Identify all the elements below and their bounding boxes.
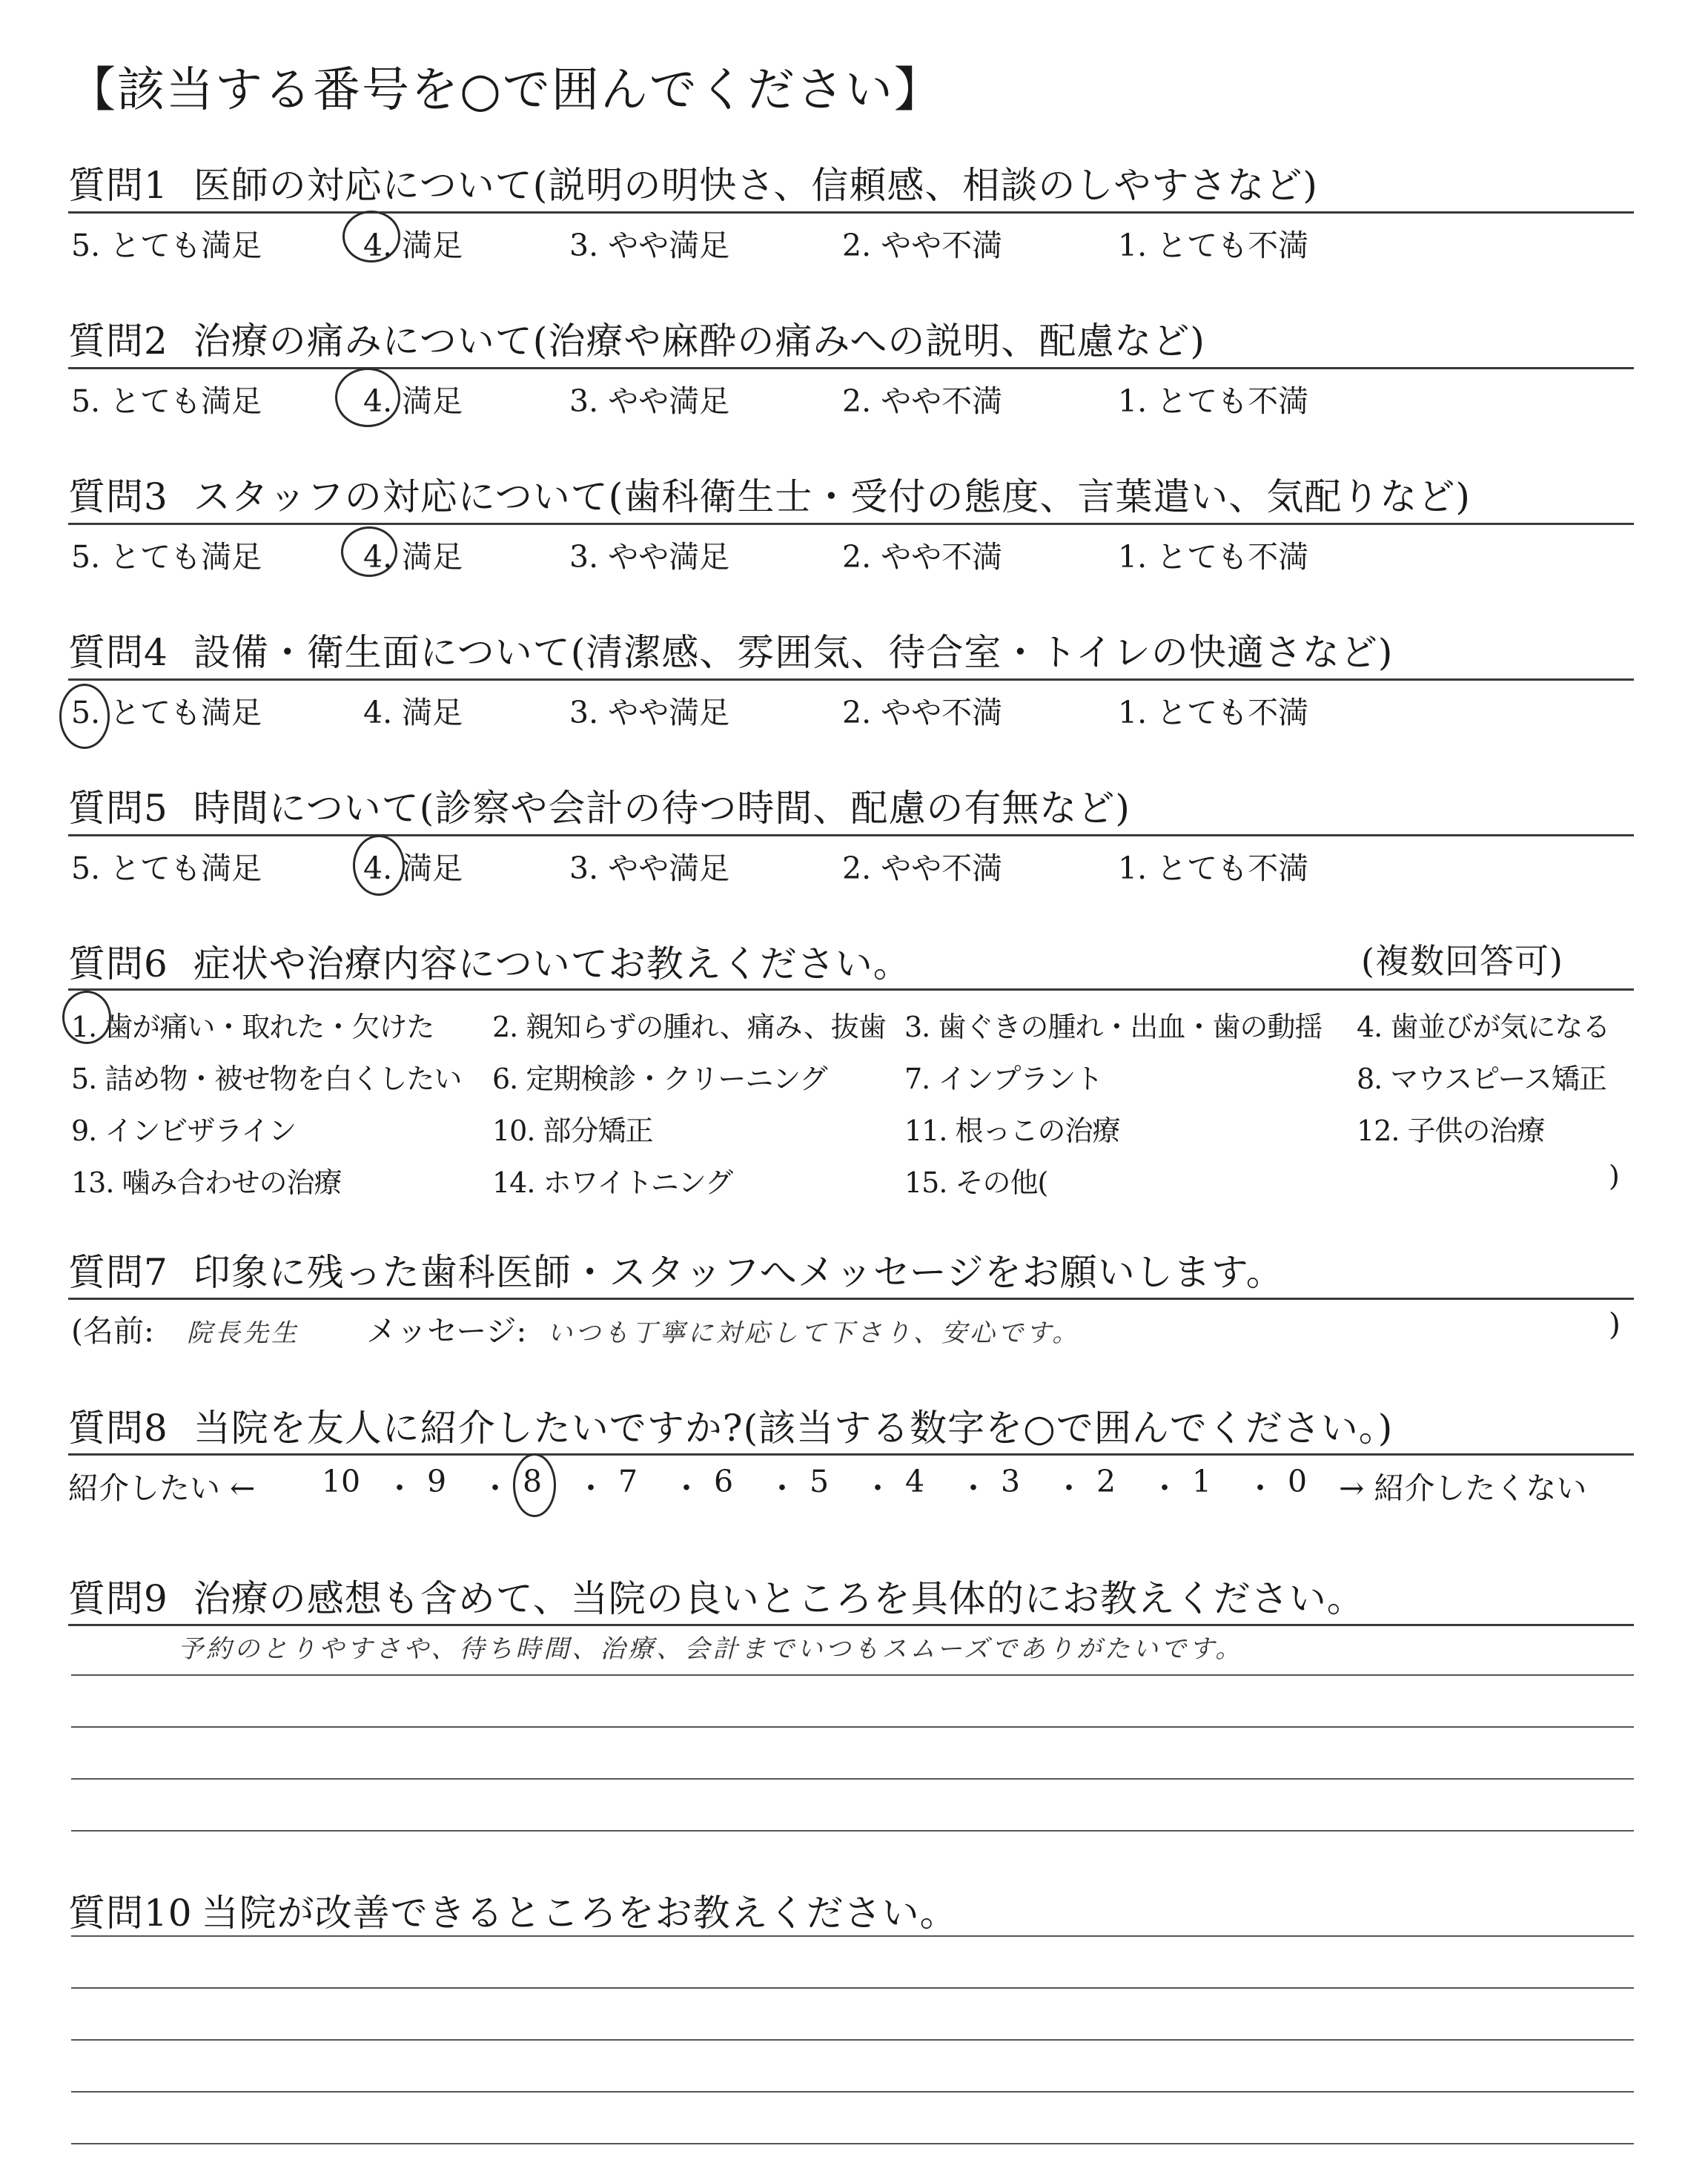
q8-scale-6[interactable]: 6 [713,1464,734,1499]
q6-option-7[interactable]: 7. インプラント [904,1063,1103,1095]
question-10-text: 当院が改善できるところをお教えください。 [201,1892,958,1935]
q6-option-6[interactable]: 6. 定期検診・クリーニング [492,1063,827,1095]
q1-option-4[interactable]: 4. 満足 [363,228,463,263]
q10-answer-line-1 [71,1935,1634,1937]
question-7-rule [68,1298,1634,1300]
q4-option-2[interactable]: 2. やや不満 [842,695,1003,730]
question-5-text: 時間について(診察や会計の待つ時間、配慮の有無など) [193,787,1131,830]
q5-option-4[interactable]: 4. 満足 [363,851,463,886]
question-8-rule [68,1453,1634,1456]
q8-scale-separator: ・ [671,1470,702,1506]
question-8-label: 質問8 [68,1407,168,1450]
question-6-text: 症状や治療内容についてお教えください。 [193,942,911,985]
q2-option-3[interactable]: 3. やや満足 [569,383,730,419]
q6-option-5[interactable]: 5. 詰め物・被せ物を白くしたい [71,1063,462,1095]
question-5-title [68,779,1131,832]
question-5-rule [68,834,1634,836]
q1-option-2[interactable]: 2. やや不満 [842,228,1003,263]
q8-scale-separator: ・ [767,1470,798,1506]
q10-answer-line-2 [71,1987,1634,1989]
q8-scale-separator: ・ [862,1470,893,1506]
q2-option-2[interactable]: 2. やや不満 [842,383,1003,419]
q5-option-5[interactable]: 5. とても満足 [71,851,262,886]
question-10-label: 質問10 [68,1892,193,1935]
question-6-title [68,934,911,988]
q8-scale-7[interactable]: 7 [618,1464,638,1499]
q8-scale-10[interactable]: 10 [321,1464,361,1499]
q4-option-5[interactable]: 5. とても満足 [71,695,262,730]
q7-message-value[interactable]: いつも丁寧に対応して下さり、安心です。 [547,1318,1081,1348]
question-9-rule [68,1624,1634,1626]
q3-option-1[interactable]: 1. とても不満 [1118,539,1309,575]
q6-option-4[interactable]: 4. 歯並びが気になる [1357,1011,1610,1043]
q2-option-5[interactable]: 5. とても満足 [71,383,262,419]
q5-option-3[interactable]: 3. やや満足 [569,851,730,886]
q4-option-1[interactable]: 1. とても不満 [1118,695,1309,730]
q8-scale-8[interactable]: 8 [522,1464,543,1499]
q7-message-label: メッセージ: [366,1313,527,1349]
q10-answer-line-5 [71,2143,1634,2144]
q8-scale-separator: ・ [384,1470,415,1506]
q8-scale-separator: ・ [480,1470,511,1506]
q9-answer-line-4 [71,1830,1634,1832]
q6-option-2[interactable]: 2. 親知らずの腫れ、痛み、抜歯 [492,1011,886,1043]
q8-left-label: 紹介したい ← [68,1470,256,1506]
q8-scale-1[interactable]: 1 [1191,1464,1212,1499]
question-2-label: 質問2 [68,320,168,363]
question-9-label: 質問9 [68,1577,168,1620]
q9-answer-line-2 [71,1726,1634,1728]
q6-option-11[interactable]: 11. 根っこの治療 [904,1114,1120,1147]
q8-scale-9[interactable]: 9 [426,1464,447,1499]
question-6-note: (複数回答可) [1361,941,1563,981]
question-6-label: 質問6 [68,942,168,985]
q6-option-9[interactable]: 9. インビザライン [71,1114,297,1147]
question-10-title [68,1883,958,1937]
q5-option-2[interactable]: 2. やや不満 [842,851,1003,886]
q10-answer-line-3 [71,2039,1634,2041]
q6-option-3[interactable]: 3. 歯ぐきの腫れ・出血・歯の動揺 [904,1011,1323,1043]
q3-option-5[interactable]: 5. とても満足 [71,539,262,575]
q3-option-3[interactable]: 3. やや満足 [569,539,730,575]
question-7-label: 質問7 [68,1251,168,1294]
question-7-title [68,1243,1284,1296]
q8-scale-separator: ・ [1149,1470,1180,1506]
q6-other-close-paren: ) [1609,1160,1619,1192]
q8-scale-5[interactable]: 5 [809,1464,830,1499]
question-9-title [68,1569,1365,1622]
q9-answer[interactable]: 予約のとりやすさや、待ち時間、治療、会計までいつもスムーズでありがたいです。 [178,1634,1244,1664]
q2-option-1[interactable]: 1. とても不満 [1118,383,1309,419]
question-9-text: 治療の感想も含めて、当院の良いところを具体的にお教えください。 [193,1577,1365,1620]
q8-scale-0[interactable]: 0 [1287,1464,1308,1499]
question-3-rule [68,523,1634,525]
q8-scale-separator: ・ [575,1470,606,1506]
q9-answer-line-1 [71,1674,1634,1676]
q6-option-15[interactable]: 15. その他( [904,1166,1048,1199]
q3-option-4[interactable]: 4. 満足 [363,539,463,575]
question-4-rule [68,678,1634,681]
question-1-rule [68,211,1634,214]
q8-scale-2[interactable]: 2 [1096,1464,1116,1499]
question-6-rule [68,988,1634,991]
question-1-title [68,156,1318,209]
question-8-title [68,1398,1393,1452]
q1-option-1[interactable]: 1. とても不満 [1118,228,1309,263]
question-4-label: 質問4 [68,631,168,674]
question-1-text: 医師の対応について(説明の明快さ、信頼感、相談のしやすさなど) [193,164,1318,207]
q6-option-8[interactable]: 8. マウスピース矯正 [1357,1063,1606,1095]
q4-option-4[interactable]: 4. 満足 [363,695,463,730]
question-2-text: 治療の痛みについて(治療や麻酔の痛みへの説明、配慮など) [193,320,1205,363]
question-3-text: スタッフの対応について(歯科衛生士・受付の態度、言葉遣い、気配りなど) [193,475,1471,518]
question-5-label: 質問5 [68,787,168,830]
question-3-title [68,467,1471,521]
question-7-text: 印象に残った歯科医師・スタッフへメッセージをお願いします。 [193,1251,1284,1294]
q8-scale-separator: ・ [1245,1470,1276,1506]
question-3-label: 質問3 [68,475,168,518]
question-8-text: 当院を友人に紹介したいですか?(該当する数字を○で囲んでください。) [193,1407,1394,1450]
q6-option-12[interactable]: 12. 子供の治療 [1357,1114,1545,1147]
q6-option-13[interactable]: 13. 噛み合わせの治療 [71,1166,342,1199]
question-2-rule [68,367,1634,369]
q6-option-1[interactable]: 1. 歯が痛い・取れた・欠けた [71,1011,434,1043]
q1-option-3[interactable]: 3. やや満足 [569,228,730,263]
q3-option-2[interactable]: 2. やや不満 [842,539,1003,575]
q6-option-10[interactable]: 10. 部分矯正 [492,1114,653,1147]
q2-option-4[interactable]: 4. 満足 [363,383,463,419]
q8-right-label: → 紹介したくない [1339,1470,1587,1506]
q8-scale-separator: ・ [1053,1470,1085,1506]
q5-option-1[interactable]: 1. とても不満 [1118,851,1309,886]
q9-answer-line-3 [71,1778,1634,1780]
q7-close-paren: ) [1609,1307,1621,1342]
q7-name-value[interactable]: 院長先生 [187,1318,299,1348]
q7-name-label: (名前: [71,1313,154,1349]
question-2-title [68,311,1205,365]
q6-option-14[interactable]: 14. ホワイトニング [492,1166,733,1199]
page-header: 【該当する番号を○で囲んでください】 [68,63,943,118]
q8-scale-separator: ・ [958,1470,989,1506]
q10-answer-line-4 [71,2091,1634,2093]
q8-scale-3[interactable]: 3 [1000,1464,1021,1499]
question-1-label: 質問1 [68,164,168,207]
question-4-text: 設備・衛生面について(清潔感、雰囲気、待合室・トイレの快適さなど) [193,631,1394,674]
q1-option-5[interactable]: 5. とても満足 [71,228,262,263]
q8-scale-4[interactable]: 4 [904,1464,925,1499]
q4-option-3[interactable]: 3. やや満足 [569,695,730,730]
question-4-title [68,623,1393,676]
